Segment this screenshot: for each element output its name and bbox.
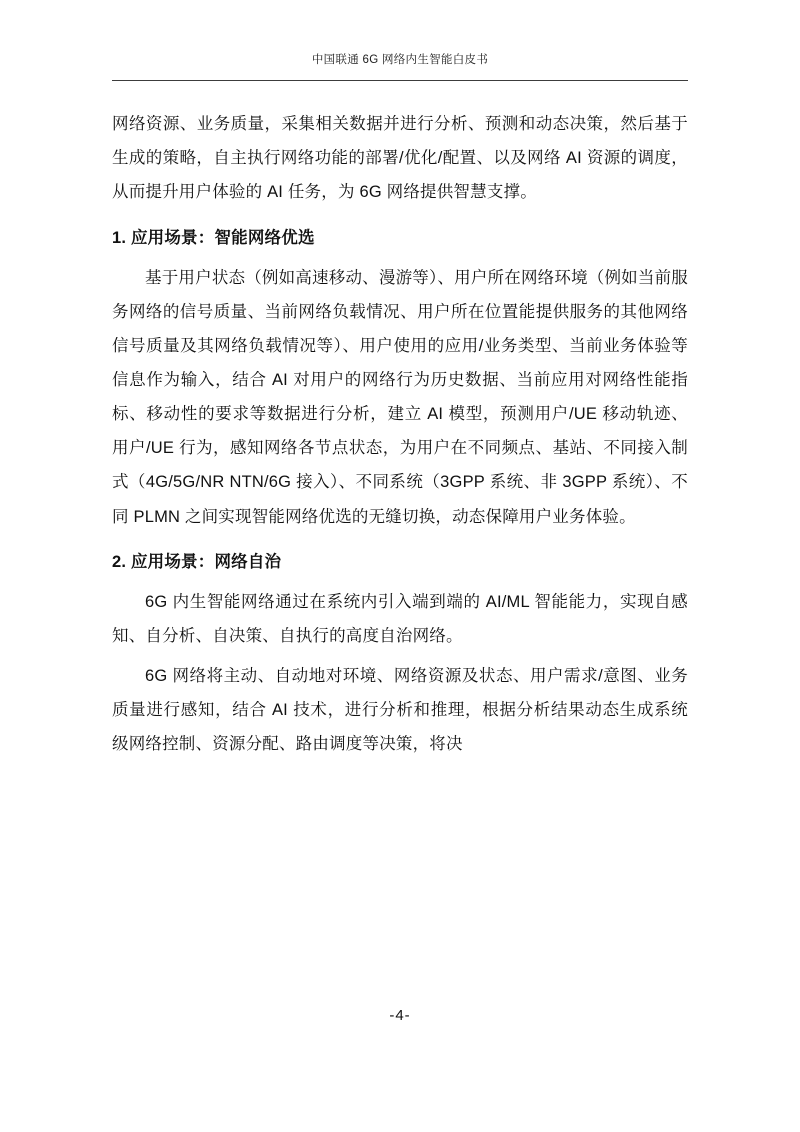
body-paragraph: 6G 内生智能网络通过在系统内引入端到端的 AI/ML 智能能力，实现自感知、自分析、自决策、自执行的高度自治网络。 bbox=[112, 592, 688, 645]
body-paragraph: 基于用户状态（例如高速移动、漫游等）、用户所在网络环境（例如当前服务网络的信号质量、当前网络负载情况、用户所在位置能提供服务的其他网络信号质量及其网络负载情况等）、用户使用的应用/业务类型、当前业务体验等信息作为输入，结合 AI 对用户的网络行为历史数据、当前应用对网络性能指标、移动性的要求等数据进行分析，建立 AI 模型，预测用户/UE 移动轨迹、用户/UE 行为，感知网络各节点状态，为用户在不同频点、基站、不同接入制式（4G/5G/NR NTN/6G 接入）、不同系统（3GPP 系统、非 3GPP 系统）、不同 PLMN 之间实现智能网络优选的无缝切换，动态保障用户业务体验。 bbox=[112, 268, 688, 526]
body-paragraph: 6G 网络将主动、自动地对环境、网络资源及状态、用户需求/意图、业务质量进行感知，结合 AI 技术，进行分析和推理，根据分析结果动态生成系统级网络控制、资源分配、路由调度等决策，将决 bbox=[112, 666, 688, 754]
section-heading: 2. 应用场景：网络自治 bbox=[112, 552, 282, 571]
section-heading: 1. 应用场景：智能网络优选 bbox=[112, 228, 315, 247]
document-body bbox=[112, 81, 688, 761]
body-paragraph: 网络资源、业务质量，采集相关数据并进行分析、预测和动态决策，然后基于生成的策略，自主执行网络功能的部署/优化/配置、以及网络 AI 资源的调度，从而提升用户体验的 AI 任务，为 6G 网络提供智慧支撑。 bbox=[112, 115, 688, 202]
page-header bbox=[112, 0, 688, 81]
header-title: 中国联通 6G 网络内生智能白皮书 bbox=[311, 54, 489, 66]
page-number: -4- bbox=[389, 1007, 411, 1024]
